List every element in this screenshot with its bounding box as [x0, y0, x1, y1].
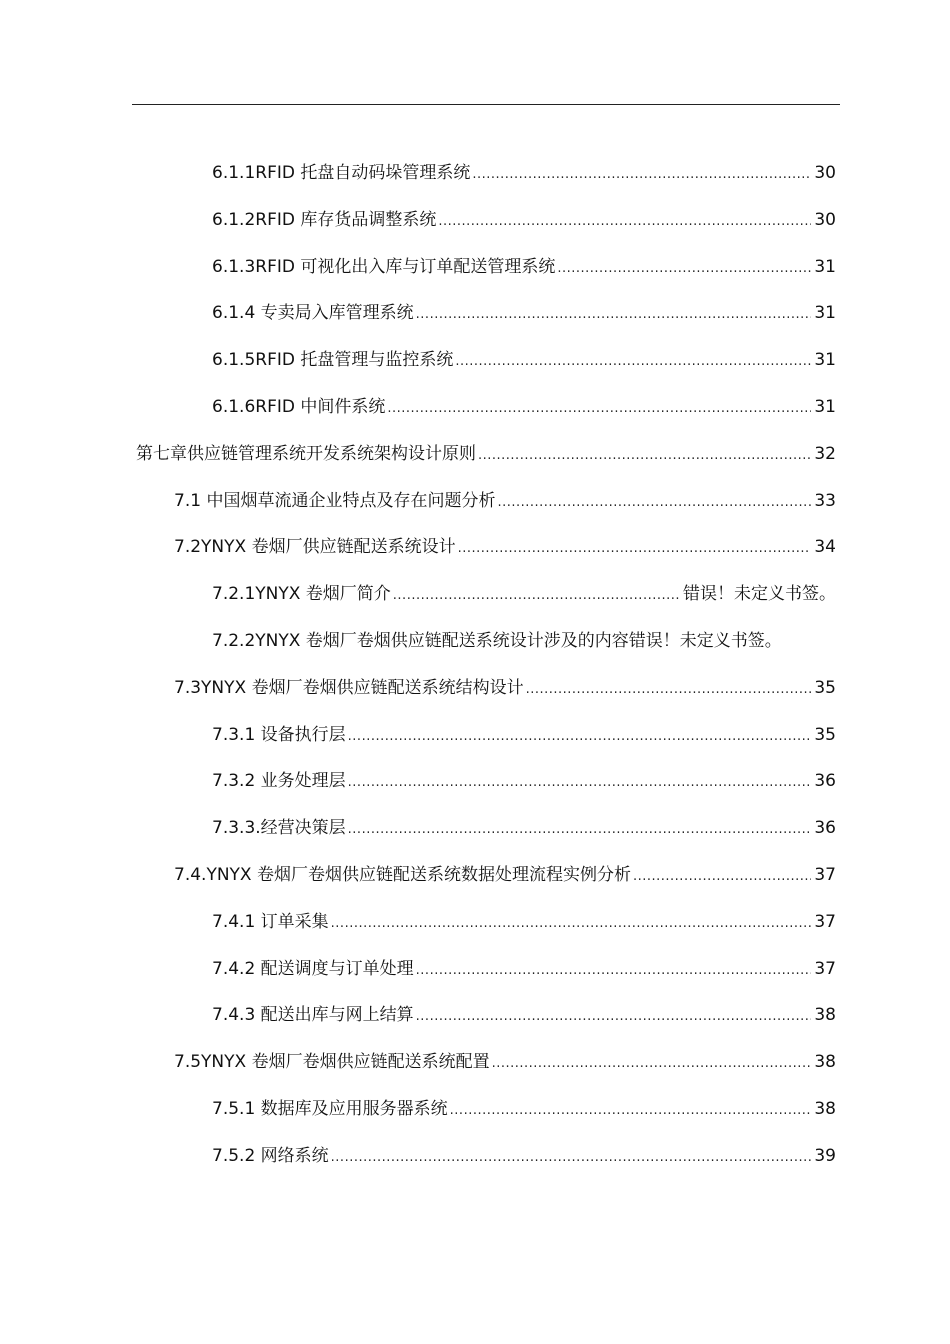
toc-entry-title: 6.1.5RFID 托盘管理与监控系统 [212, 350, 454, 371]
toc-dot-leader [526, 667, 812, 714]
toc-entry-page: 36 [814, 818, 836, 839]
toc-entry[interactable] [0, 384, 950, 431]
toc-entry[interactable] [0, 1039, 950, 1086]
toc-entry-title: 7.4.3 配送出库与网上结算 [212, 1005, 414, 1026]
toc-dot-leader [331, 1135, 812, 1182]
toc-entry-title: 第七章供应链管理系统开发系统架构设计原则 [136, 443, 476, 464]
toc-entry-title: 7.2.1YNYX 卷烟厂简介 [212, 584, 391, 605]
toc-entry[interactable] [0, 571, 950, 618]
toc-entry[interactable] [0, 524, 950, 571]
toc-entry[interactable] [0, 758, 950, 805]
toc-entry[interactable] [0, 478, 950, 525]
toc-entry-page: 37 [814, 911, 836, 932]
toc-entry[interactable] [0, 244, 950, 291]
toc-dot-leader [416, 292, 812, 339]
toc-dot-leader [387, 386, 811, 433]
toc-entry[interactable] [0, 1133, 950, 1180]
toc-entry-title: 7.3.2 业务处理层 [212, 771, 346, 792]
toc-entry-page: 37 [814, 864, 836, 885]
toc-dot-leader [633, 854, 811, 901]
toc-entry-title: 6.1.6RFID 中间件系统 [212, 396, 386, 417]
toc-entry-title: 7.2.2YNYX 卷烟厂卷烟供应链配送系统设计涉及的内容 [212, 630, 629, 651]
toc-entry-title: 6.1.1RFID 托盘自动码垛管理系统 [212, 163, 471, 183]
toc-entry-title: 6.1.4 专卖局入库管理系统 [212, 303, 414, 324]
toc-entry-page: 31 [814, 396, 836, 417]
toc-entry[interactable] [0, 290, 950, 337]
toc-entry[interactable] [0, 618, 950, 665]
header-rule [132, 104, 840, 105]
toc-entry-title: 7.5.1 数据库及应用服务器系统 [212, 1098, 448, 1119]
toc-dot-leader [497, 480, 811, 527]
toc-entry-title: 7.4.YNYX 卷烟厂卷烟供应链配送系统数据处理流程实例分析 [174, 864, 631, 885]
toc-entry-page: 错误！未定义书签。 [628, 630, 782, 651]
toc-entry-title: 7.4.2 配送调度与订单处理 [212, 958, 414, 979]
toc-entry-title: 7.3.3.经营决策层 [212, 818, 346, 839]
toc-entry-page: 35 [814, 724, 836, 745]
toc-entry-title: 6.1.2RFID 库存货品调整系统 [212, 209, 437, 230]
toc-dot-leader [557, 246, 811, 293]
toc-entry-title: 7.3.1 设备执行层 [212, 724, 346, 745]
toc-entry-page: 38 [814, 1052, 836, 1073]
toc-entry[interactable] [0, 899, 950, 946]
toc-dot-leader [416, 948, 812, 995]
toc-entry-page: 32 [814, 443, 836, 464]
toc-dot-leader [492, 1041, 812, 1088]
toc-entry[interactable] [0, 1086, 950, 1133]
toc-entry-title: 7.5.2 网络系统 [212, 1145, 329, 1166]
toc-entry[interactable] [0, 946, 950, 993]
toc-dot-leader [348, 807, 812, 854]
toc-entry-page: 30 [814, 163, 836, 183]
toc-entry-page: 30 [814, 209, 836, 230]
toc-dot-leader [348, 714, 812, 761]
toc-entry-page: 31 [814, 303, 836, 324]
toc-entry-page: 33 [814, 490, 836, 511]
toc-entry-title: 6.1.3RFID 可视化出入库与订单配送管理系统 [212, 256, 556, 277]
toc-entry[interactable] [0, 197, 950, 244]
toc-entry-title: 7.4.1 订单采集 [212, 911, 329, 932]
toc-entry-title: 7.2YNYX 卷烟厂供应链配送系统设计 [174, 537, 456, 558]
toc-entry[interactable] [0, 665, 950, 712]
toc-entry-page: 34 [814, 537, 836, 558]
toc-entry[interactable] [0, 150, 950, 197]
toc-entry[interactable] [0, 712, 950, 759]
toc-dot-leader [438, 199, 811, 246]
toc-entry-page: 39 [814, 1145, 836, 1166]
toc-dot-leader [416, 994, 812, 1041]
toc-dot-leader [455, 339, 811, 386]
toc-entry[interactable] [0, 852, 950, 899]
toc-entry[interactable] [0, 337, 950, 384]
toc-entry-page: 31 [814, 350, 836, 371]
toc-entry-page: 37 [814, 958, 836, 979]
toc-entry-page: 31 [814, 256, 836, 277]
toc-entry-page: 38 [814, 1005, 836, 1026]
toc-entry[interactable] [0, 992, 950, 1039]
toc-entry-page: 38 [814, 1098, 836, 1119]
toc-dot-leader [478, 433, 811, 480]
toc-dot-leader [472, 152, 811, 199]
toc-dot-leader [393, 573, 680, 620]
toc-entry-page: 错误！未定义书签。 [683, 584, 836, 605]
toc-dot-leader [458, 526, 812, 573]
toc-entry[interactable] [0, 805, 950, 852]
toc-dot-leader [331, 901, 812, 948]
toc-entry-title: 7.5YNYX 卷烟厂卷烟供应链配送系统配置 [174, 1052, 490, 1073]
toc-entry-title: 7.1 中国烟草流通企业特点及存在问题分析 [174, 490, 496, 511]
toc-dot-leader [348, 760, 812, 807]
toc-entry-page: 36 [814, 771, 836, 792]
toc-entry-title: 7.3YNYX 卷烟厂卷烟供应链配送系统结构设计 [174, 677, 524, 698]
table-of-contents [0, 150, 950, 1180]
toc-dot-leader [450, 1088, 812, 1135]
toc-entry-page: 35 [814, 677, 836, 698]
toc-entry[interactable] [0, 431, 950, 478]
